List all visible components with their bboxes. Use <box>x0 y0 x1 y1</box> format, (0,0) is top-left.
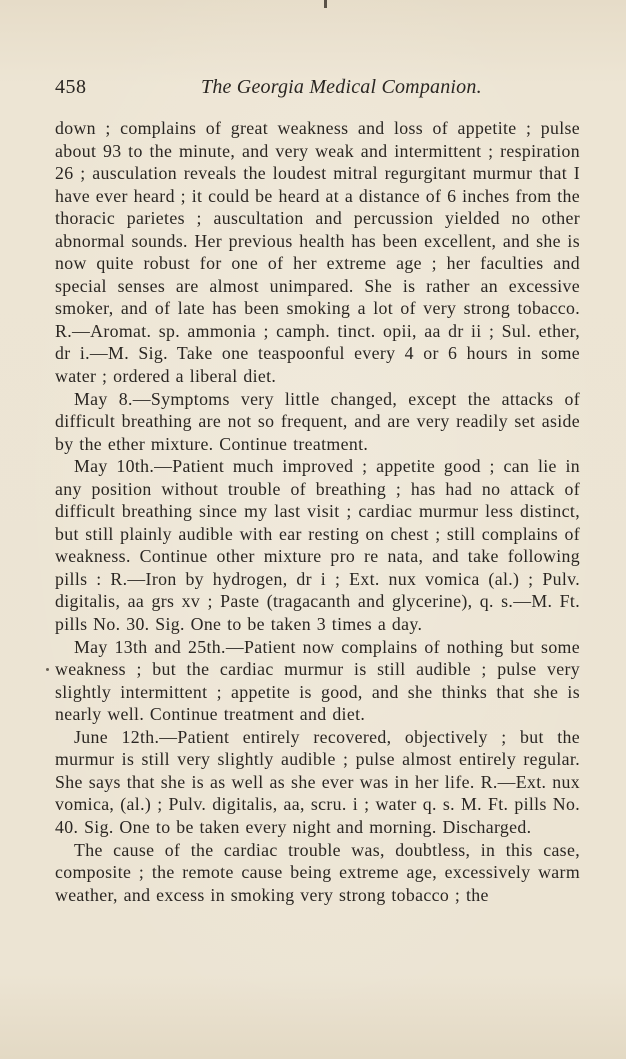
page-number: 458 <box>55 76 87 98</box>
page-edge-mark <box>324 0 327 8</box>
paragraph-june-12: June 12th.—Patient entirely recovered, objectively ; but the murmur is still very slightly audible ; pulse almost entirely regular. She says that she is as well as she ever was in her life. R.—Ext. nux vomica, (al.) ; Pulv. digitalis, aa, scru. i ; water q. s. M. Ft. pills No. 40. Sig. One to be taken every night and morning. Discharged. <box>55 726 580 837</box>
page-header <box>55 76 575 102</box>
paragraph-may-13-25: May 13th and 25th.—Patient now complains of nothing but some weakness ; but the cardiac murmur is still audible ; pulse very slightly intermittent ; appetite is good, and she thinks that she is nearly well. Continue treatment and diet. <box>55 636 580 725</box>
paragraph-may-8: May 8.—Symptoms very little changed, except the attacks of difficult breathing are not so frequent, and are very readily set aside by the ether mixture. Continue treatment. <box>55 388 580 454</box>
running-title: The Georgia Medical Companion. <box>201 76 482 98</box>
body-text <box>55 117 580 906</box>
paragraph-cause: The cause of the cardiac trouble was, doubtless, in this case, composite ; the remote cause being extreme age, excessively warm weather, and excess in smoking very strong tobacco ; the <box>55 839 580 905</box>
ink-speck <box>46 668 49 671</box>
paragraph-case-notes: down ; complains of great weakness and loss of appetite ; pulse about 93 to the minute, and very weak and intermittent ; respiration 26 ; ausculation reveals the loudest mitral regurgitant murmur that I have ever heard ; it could be heard at a distance of 6 inches from the thoracic parietes ; auscultation and percussion yielded no other abnormal sounds. Her previous health has been excellent, and she is now quite robust for one of her extreme age ; her faculties and special senses are almost unimpared. She is rather an excessive smoker, and of late has been smoking a lot of very strong tobacco. R.—Aromat. sp. ammonia ; camph. tinct. opii, aa dr ii ; Sul. ether, dr i.—M. Sig. Take one teaspoonful every 4 or 6 hours in some water ; ordered a liberal diet. <box>55 118 580 387</box>
paragraph-may-10: May 10th.—Patient much improved ; appetite good ; can lie in any position without trouble of breathing ; has had no attack of difficult breathing since my last visit ; cardiac murmur less distinct, but still plainly audible with ear resting on chest ; still complains of weakness. Continue other mixture pro re nata, and take following pills : R.—Iron by hydrogen, dr i ; Ext. nux vomica (al.) ; Pulv. digitalis, aa grs xv ; Paste (tragacanth and glycerine), q. s.—M. Ft. pills No. 30. Sig. One to be taken 3 times a day. <box>55 456 580 635</box>
